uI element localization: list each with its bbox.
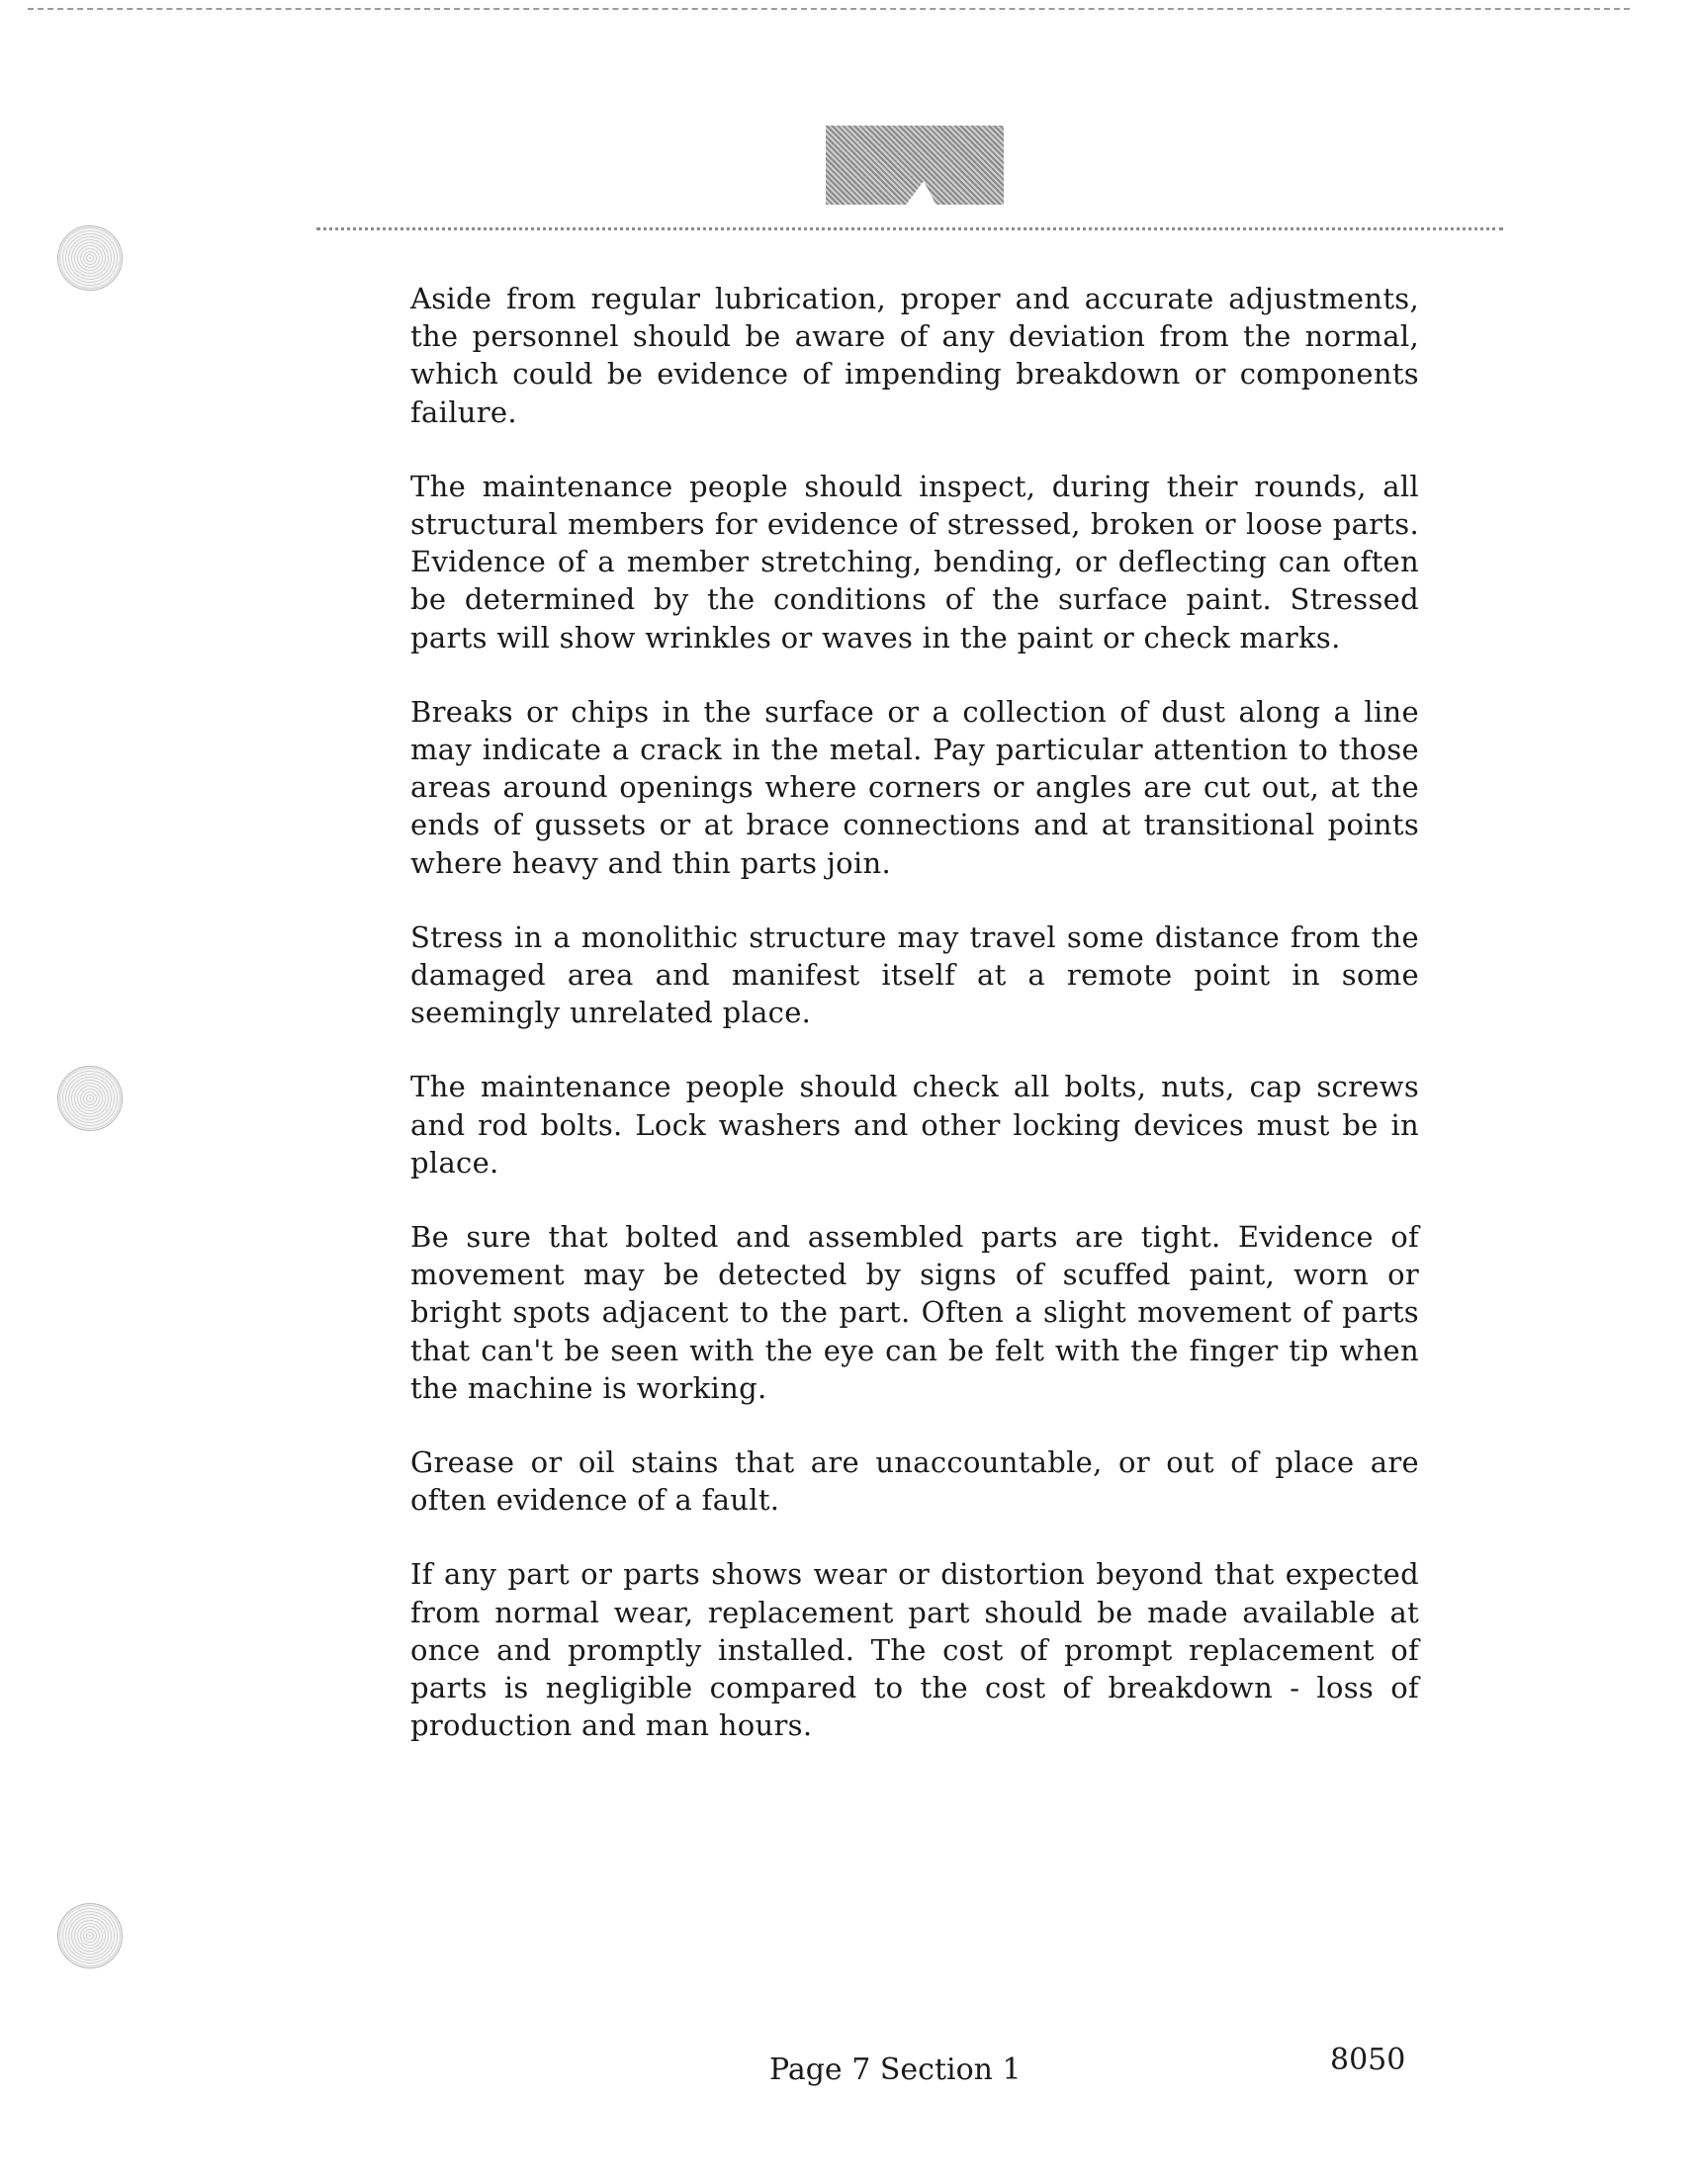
company-logo bbox=[826, 126, 1004, 205]
paragraph: Grease or oil stains that are unaccountable, or out of place are often evidence of a fault. bbox=[410, 1445, 1419, 1518]
header-divider bbox=[316, 227, 1503, 230]
page-number: Page 7 Section 1 bbox=[769, 2053, 1022, 2087]
paragraph: Be sure that bolted and assembled parts are tight. Evidence of movement may be detected by signs of scuffed paint, worn or bright spots adjacent to the part. Often a slight movement of parts that can't be seen with the eye can be felt with the finger tip when the machine is working. bbox=[410, 1220, 1419, 1405]
binder-hole bbox=[57, 1903, 123, 1968]
body-text bbox=[410, 280, 1419, 1782]
paragraph: The maintenance people should check all bolts, nuts, cap screws and rod bolts. Lock washers and other locking devices must be in place. bbox=[410, 1070, 1419, 1179]
binder-hole bbox=[57, 1066, 123, 1131]
paragraph: Stress in a monolithic structure may travel some distance from the damaged area and manifest itself at a remote point in some seemingly unrelated place. bbox=[410, 919, 1419, 1030]
paragraph: If any part or parts shows wear or distortion beyond that expected from normal wear, replacement part should be made available at once and promptly installed. The cost of prompt replacement of parts is negligible compared to the cost of breakdown - loss of production and man hours. bbox=[410, 1557, 1419, 1743]
paragraph: Aside from regular lubrication, proper and accurate adjustments, the personnel should be aware of any deviation from the normal, which could be evidence of impending breakdown or components failure. bbox=[410, 282, 1419, 429]
top-scan-rule bbox=[28, 8, 1630, 10]
binder-hole bbox=[57, 225, 123, 291]
document-code: 8050 bbox=[1330, 2043, 1406, 2077]
paragraph: The maintenance people should inspect, during their rounds, all structural members for evidence of stressed, broken or loose parts. Evidence of a member stretching, bending, or deflecting can often be determined by the conditions of the surface paint. Stressed parts will show wrinkles or waves in the paint or check marks. bbox=[410, 469, 1419, 655]
paragraph: Breaks or chips in the surface or a collection of dust along a line may indicate a crack in the metal. Pay particular attention to those areas around openings where corners or angles are cut out, at the ends of gussets or at brace connections and at transitional points where heavy and thin parts join. bbox=[410, 694, 1419, 880]
